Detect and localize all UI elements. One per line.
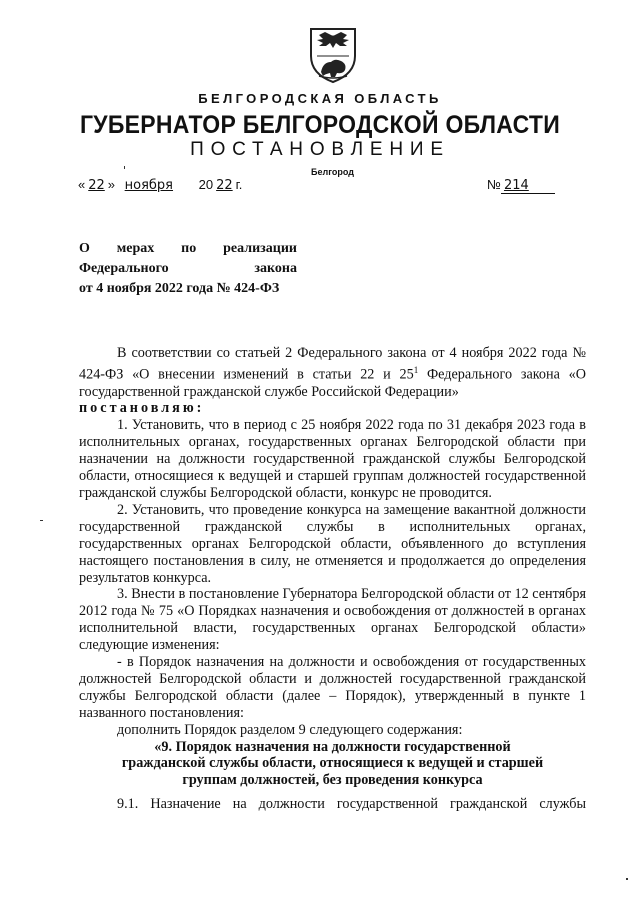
date-day: 22 xyxy=(88,178,105,193)
paragraph-3: 3. Внести в постановление Губернатора Белгородской области от 12 сентября 2012 года № 75 «О Порядках назначения и освобождения от должностей в органах исполнительной власти, государственных органах Белгородской области» следующие изменения: xyxy=(79,586,586,654)
subject-line-3: от 4 ноября 2022 года № 424-ФЗ xyxy=(79,281,280,296)
document-type: ПОСТАНОВЛЕНИЕ xyxy=(190,139,450,160)
section-heading-line-1: «9. Порядок назначения на должности государственной xyxy=(154,738,511,755)
paragraph-2: 2. Установить, что проведение конкурса на замещение вакантной должности государственной гражданской службы в исполнительных органах, государственных органах Белгородской области, объявленного до вступления настоящего постановления в силу, не отменяется и продолжается до определения результатов конкурса. xyxy=(79,501,586,586)
city-label: Белгород xyxy=(311,167,354,177)
date-year: 22 xyxy=(216,178,233,193)
intro-paragraph: В соответствии со статьей 2 Федерального закона от 4 ноября 2022 года № 424-ФЗ «О внесении изменений в статьи 22 и $25^1$ Федерального закона «О государственной гражданской службе Российской Федерации» xyxy=(79,345,587,400)
paragraph-5: дополнить Порядок разделом 9 следующего содержания: xyxy=(117,721,463,738)
scan-speck xyxy=(124,166,125,169)
number-value: 214 xyxy=(501,178,555,194)
section-heading-line-2: гражданской службы области, относящиеся к ведущей и старшей xyxy=(121,755,544,772)
authority-title: ГУБЕРНАТОР БЕЛГОРОДСКОЙ ОБЛАСТИ xyxy=(79,111,561,139)
scan-speck xyxy=(626,878,628,880)
date-month: ноября xyxy=(124,178,174,193)
resolve-word: постановляю: xyxy=(79,400,205,417)
paragraph-4: - в Порядок назначения на должности и освобождения от государственных должностей Белгородской области и должностей государственной гражданской службы Белгородской области (далее – Порядок), утвержденный в пункте 1 названного постановления: xyxy=(79,654,586,721)
document-date: « 22 » ноября 20 22 г. xyxy=(78,177,243,193)
document-subject xyxy=(79,239,297,299)
subject-line-2: Федерального закона xyxy=(79,261,297,276)
paragraph-9-1: 9.1. Назначение на должности государственной гражданской службы xyxy=(117,796,586,813)
document-body xyxy=(79,345,586,813)
coat-of-arms-icon xyxy=(307,26,359,84)
document-number: № 214 xyxy=(487,177,555,194)
region-name: БЕЛГОРОДСКАЯ ОБЛАСТЬ xyxy=(198,91,442,106)
section-heading-line-3: группам должностей, без проведения конкурса xyxy=(182,772,483,789)
paragraph-1: 1. Установить, что в период с 25 ноября 2022 года по 31 декабря 2023 года в исполнительных органах, государственных органах Белгородской области при назначении на должности государственной гражданской службы Белгородской области, относящиеся к ведущей и старшей группам должностей государственной гражданской службы Белгородской области, конкурс не проводится. xyxy=(79,417,586,501)
scan-speck xyxy=(40,520,43,521)
subject-line-1: О мерах по реализации xyxy=(79,241,297,256)
